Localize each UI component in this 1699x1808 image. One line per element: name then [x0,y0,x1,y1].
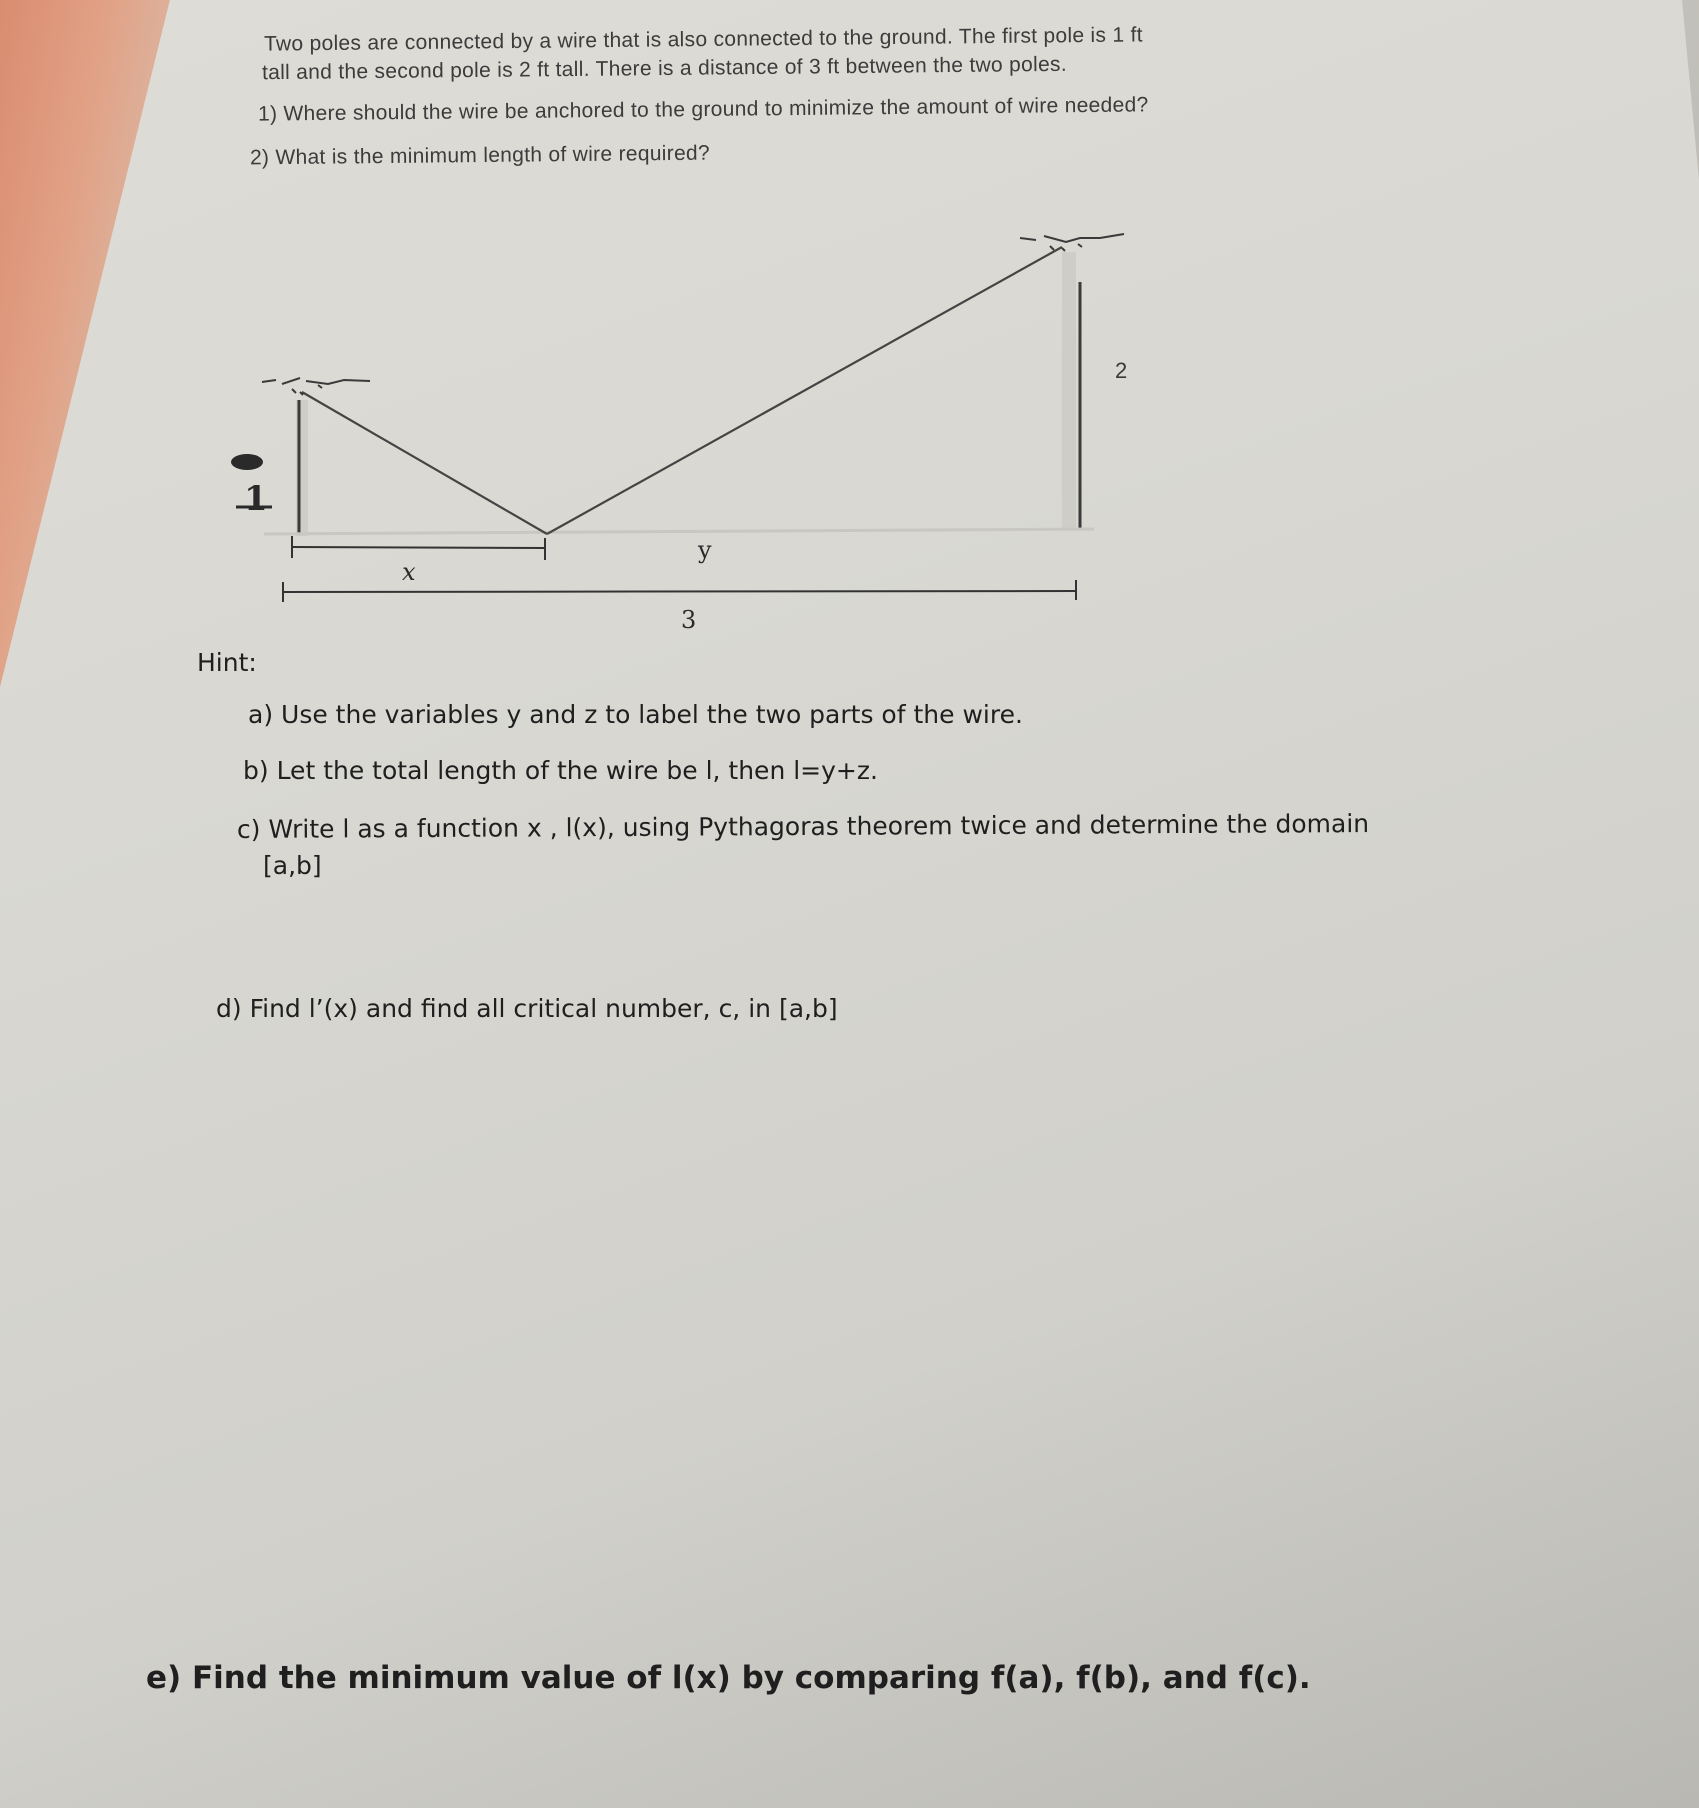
ground-line [264,529,1094,534]
hint-c-line-2: [a,b] [263,851,322,880]
hint-c-line-1: c) Write l as a function x , l(x), using Pythagoras theorem twice and determine the domain [236,809,1370,844]
scribble-mark [231,454,263,470]
pole-2-shadow [1062,252,1076,530]
question-1: 1) Where should the wire be anchored to the ground to minimize the amount of wire needed? [257,93,1149,126]
x-label: x [402,558,416,586]
problem-text-line-2: tall and the second pole is 2 ft tall. There is a distance of 3 ft between the two poles. [261,52,1068,85]
hint-d: d) Find l’(x) and find all critical number, c, in [a,b] [216,994,838,1023]
pole-2-height-label: 2 [1115,358,1128,383]
y-label: y [698,536,712,564]
wire-segment-left [302,392,547,534]
wire-segment-right [547,247,1062,534]
hint-e: e) Find the minimum value of l(x) by comparing f(a), f(b), and f(c). [146,1660,1311,1696]
pole-2-top-fixture [1020,234,1124,251]
pole-1-height-label: 1 [244,479,268,519]
hint-b: b) Let the total length of the wire be l, then l=y+z. [243,756,878,785]
pole-1-top-fixture [262,378,370,395]
problem-text-line-1: Two poles are connected by a wire that is also connected to the ground. The first pole is 1 ft [263,23,1143,56]
hint-heading: Hint: [197,648,257,677]
distance-label: 3 [681,606,697,634]
x-dimension-line [292,536,545,560]
question-2: 2) What is the minimum length of wire required? [249,141,711,170]
hint-a: a) Use the variables y and z to label the two parts of the wire. [248,700,1023,729]
